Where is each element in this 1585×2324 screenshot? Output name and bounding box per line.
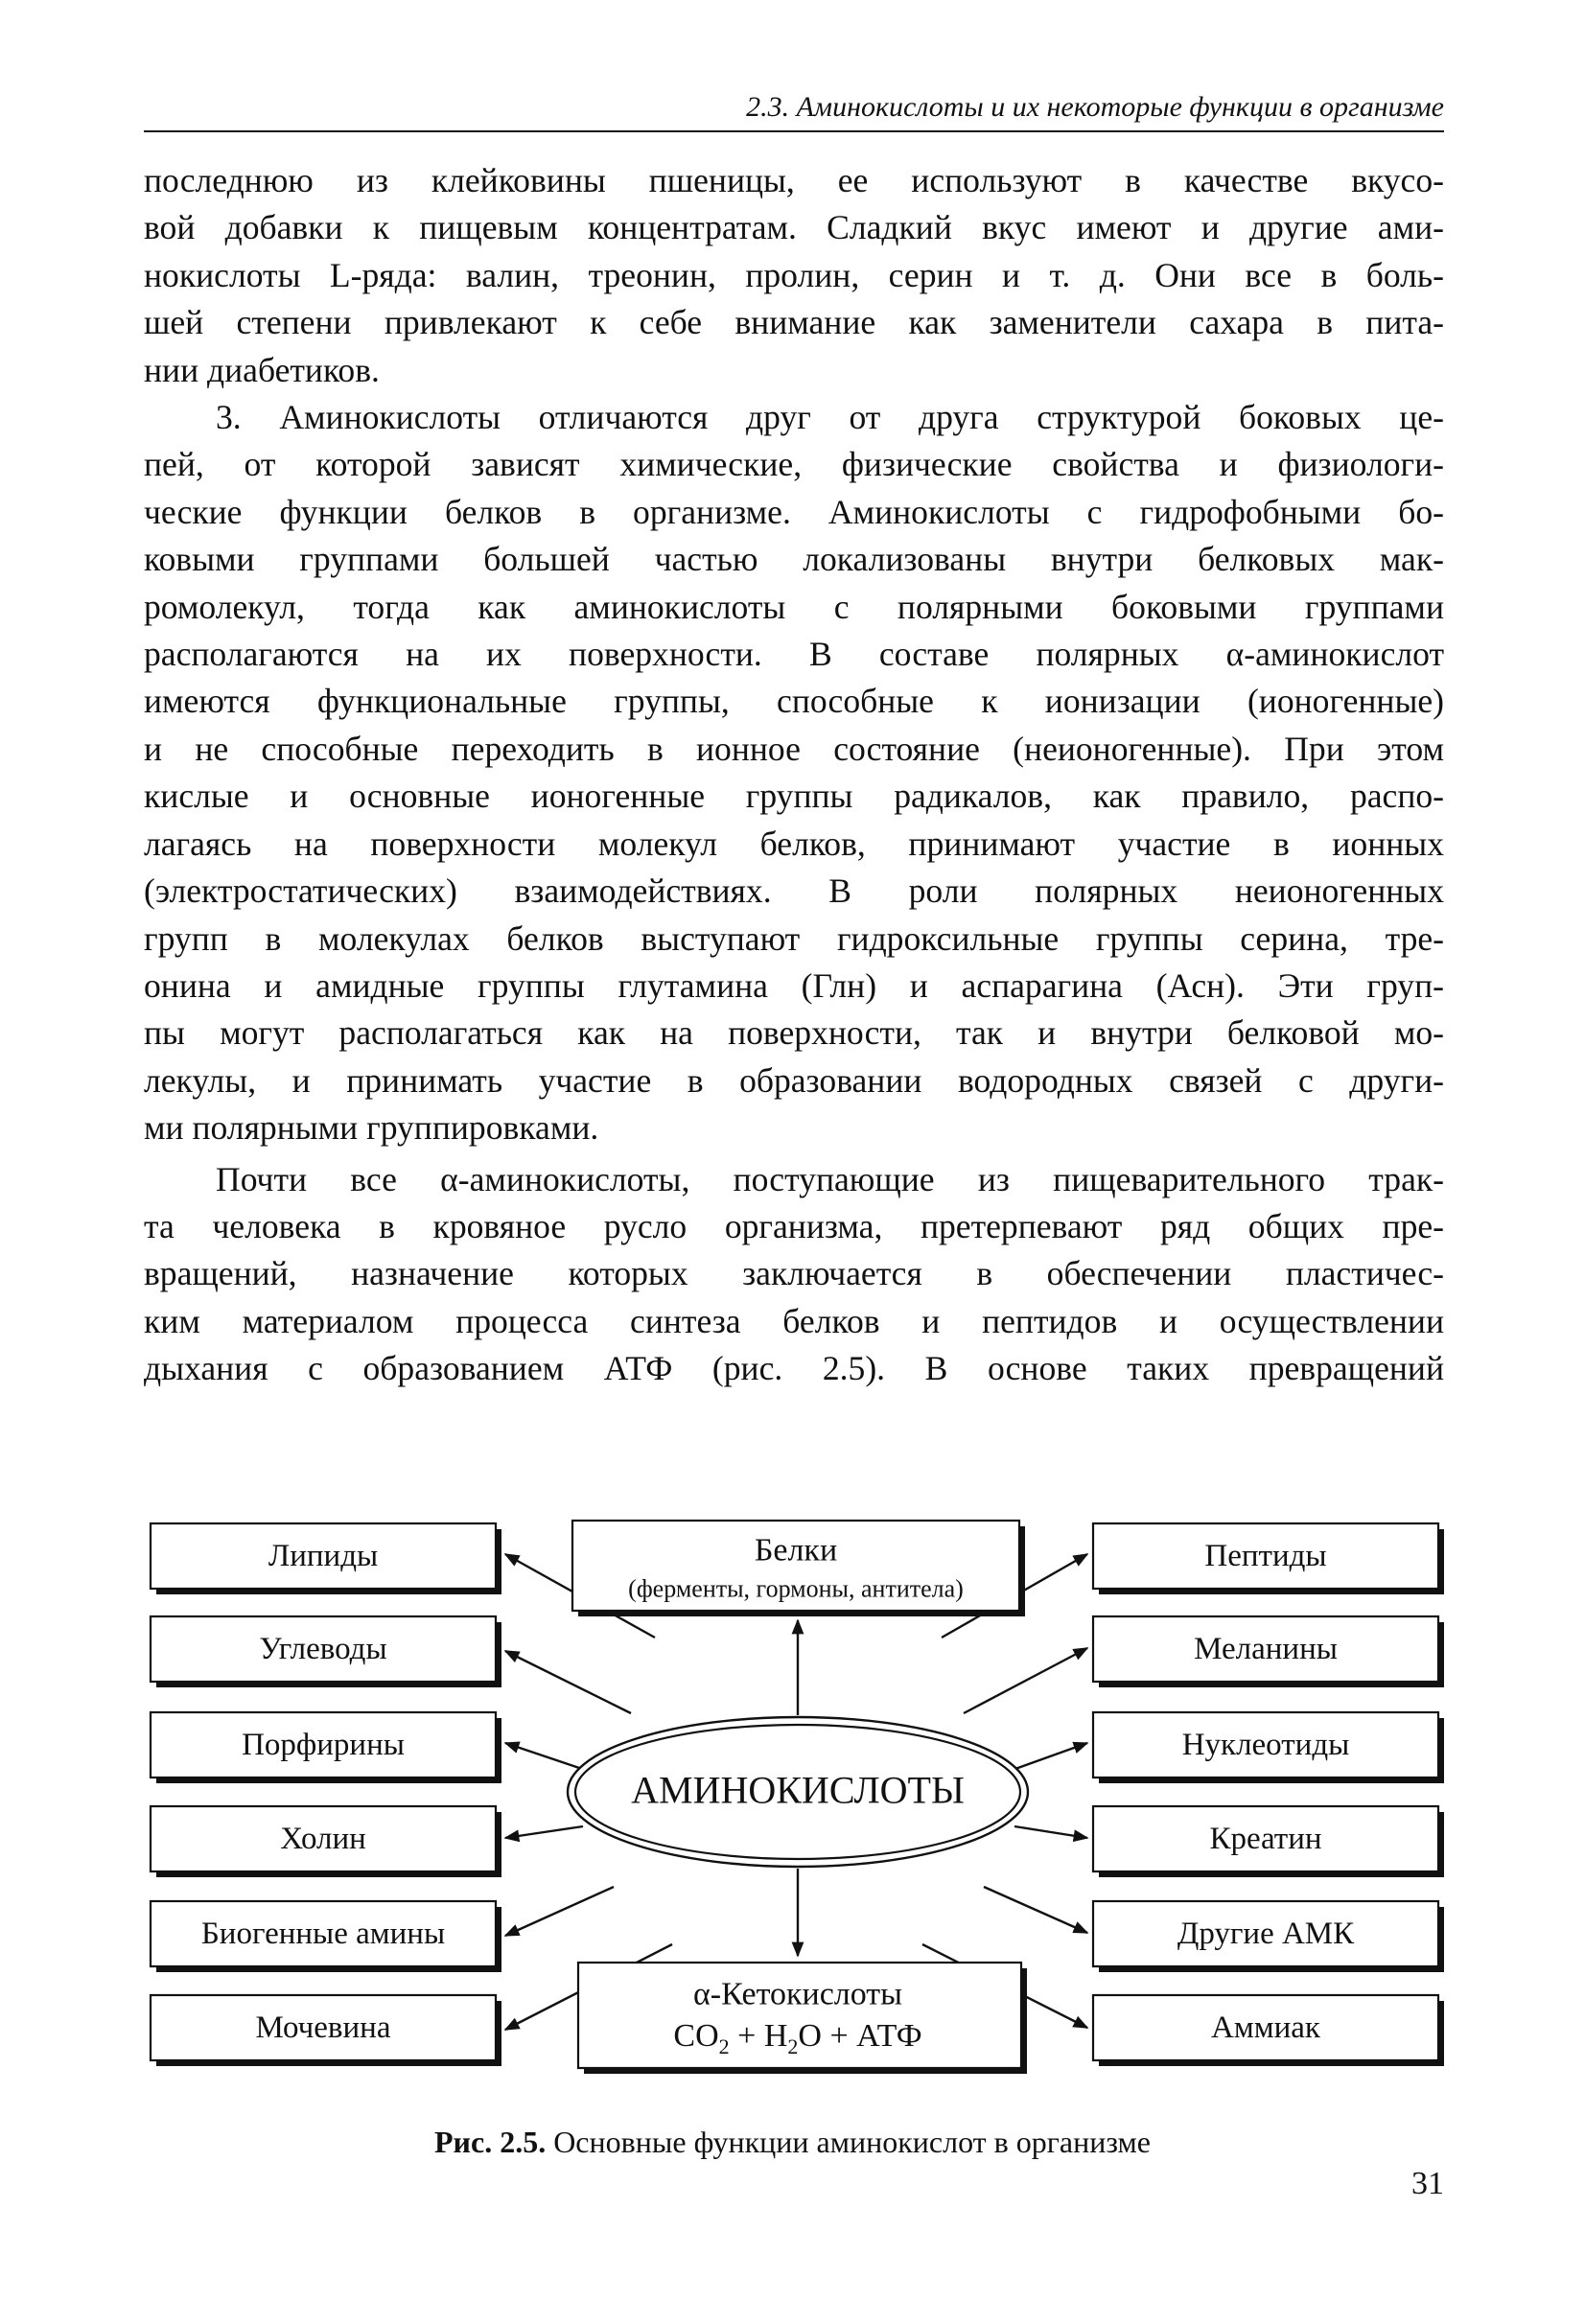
left-box-label: Биогенные амины xyxy=(200,1917,446,1951)
formula-part: 2 xyxy=(787,2034,799,2058)
text-line: групп в молекулах белков выступают гидроксильные группы серина, тре- xyxy=(144,918,1444,958)
bottom-box-line2 xyxy=(673,2018,921,2058)
formula-part: O + АТФ xyxy=(798,2018,922,2054)
text-line: ромолекул, тогда как аминокислоты с полярными боковыми группами xyxy=(144,587,1444,626)
arrow-left-2 xyxy=(505,1743,585,1770)
right-box-label: Нуклеотиды xyxy=(1181,1728,1350,1762)
right-box-3 xyxy=(1093,1806,1444,1877)
text-line: пей, от которой зависят химические, физические свойства и физиологи- xyxy=(144,445,1444,484)
center-node xyxy=(568,1717,1028,1867)
text-line: вой добавки к пищевым концентратам. Сладкий вкус имеют и другие ами- xyxy=(144,208,1444,247)
right-box-2 xyxy=(1093,1712,1444,1783)
formula-part: + H xyxy=(729,2018,788,2054)
center-label: АМИНОКИСЛОТЫ xyxy=(631,1768,965,1812)
text-line: вращений, назначение которых заключается в обеспечении пластичес- xyxy=(144,1254,1444,1293)
right-box-4 xyxy=(1093,1901,1444,1972)
arrow-right-2 xyxy=(1013,1743,1087,1770)
text-line: и не способные переходить в ионное состояние (неионогенные). При этом xyxy=(144,729,1444,768)
top-box-title: Белки xyxy=(754,1532,838,1569)
left-box-4 xyxy=(151,1901,501,1972)
right-box-5 xyxy=(1093,1995,1444,2066)
text-line: последнюю из клейковины пшеницы, ее используют в качестве вкусо- xyxy=(144,161,1444,199)
text-line: ковыми группами большей частью локализованы внутри белковых мак- xyxy=(144,540,1444,579)
left-box-label: Мочевина xyxy=(255,2010,391,2045)
text-line: ми полярными группировками. xyxy=(144,1108,599,1148)
caption-label: Рис. 2.5. xyxy=(434,2125,547,2159)
formula-part: 2 xyxy=(718,2034,730,2058)
formula-part: CO xyxy=(673,2018,719,2054)
bottom-box-line1: α-Кетокислоты xyxy=(692,1976,903,2012)
right-box-label: Другие АМК xyxy=(1177,1917,1355,1951)
text-line: онина и амидные группы глутамина (Глн) и аспарагина (Асн). Эти груп- xyxy=(144,965,1444,1005)
text-line: ческие функции белков в организме. Аминокислоты с гидрофобными бо- xyxy=(144,492,1444,531)
text-line: шей степени привлекают к себе внимание как заменители сахара в пита- xyxy=(144,303,1444,342)
text-line: располагаются на их поверхности. В составе полярных α-аминокислот xyxy=(144,635,1444,674)
text-line: имеются функциональные группы, способные к ионизации (ионогенные) xyxy=(144,682,1444,721)
arrow-right-4 xyxy=(984,1887,1087,1933)
text-line: Почти все α-аминокислоты, поступающие из пищеварительного трак- xyxy=(216,1159,1444,1198)
text-line: пы могут располагаться как на поверхности, так и внутри белковой мо- xyxy=(144,1013,1444,1053)
right-box-label: Креатин xyxy=(1209,1822,1322,1856)
text-line: лекулы, и принимать участие в образовании водородных связей с други- xyxy=(144,1060,1444,1100)
arrow-left-4 xyxy=(505,1887,614,1936)
text-line: нокислоты L-ряда: валин, треонин, пролин, серин и т. д. Они все в боль- xyxy=(144,255,1444,294)
arrow-left-3 xyxy=(505,1826,583,1838)
left-box-2 xyxy=(151,1712,501,1783)
left-box-1 xyxy=(151,1616,501,1687)
text-line: ким материалом процесса синтеза белков и пептидов и осуществлении xyxy=(144,1301,1444,1340)
left-box-0 xyxy=(151,1523,501,1594)
arrow-right-3 xyxy=(1014,1826,1087,1838)
text-line: та человека в кровяное русло организма, претерпевают ряд общих пре- xyxy=(144,1206,1444,1245)
text-line: дыхания с образованием АТФ (рис. 2.5). В основе таких превращений xyxy=(144,1349,1444,1388)
text-line: кислые и основные ионогенные группы радикалов, как правило, распо- xyxy=(144,777,1444,816)
right-box-label: Меланины xyxy=(1194,1632,1338,1666)
text-line: 3. Аминокислоты отличаются друг от друга структурой боковых це- xyxy=(216,398,1444,437)
right-box-label: Пептиды xyxy=(1204,1539,1327,1573)
left-box-label: Холин xyxy=(280,1822,366,1856)
boxes-layer xyxy=(151,1521,1444,2074)
arrow-right-1 xyxy=(964,1648,1087,1713)
bottom-box-ketoacids xyxy=(578,1963,1027,2074)
right-box-label: Аммиак xyxy=(1211,2010,1320,2045)
text-line: лагаясь на поверхности молекул белков, принимают участие в ионных xyxy=(144,824,1444,863)
caption-text: Основные функции аминокислот в организме xyxy=(553,2125,1151,2159)
running-header: 2.3. Аминокислоты и их некоторые функции в организме xyxy=(746,91,1444,123)
right-box-0 xyxy=(1093,1523,1444,1594)
arrow-left-1 xyxy=(505,1651,631,1713)
left-box-5 xyxy=(151,1995,501,2066)
left-box-label: Порфирины xyxy=(242,1728,405,1762)
page-number: 31 xyxy=(1411,2166,1444,2201)
top-box-subtitle: (ферменты, гормоны, антитела) xyxy=(628,1574,964,1603)
figure-caption xyxy=(0,2121,1585,2163)
left-box-label: Углеводы xyxy=(259,1632,387,1666)
left-box-3 xyxy=(151,1806,501,1877)
right-box-1 xyxy=(1093,1616,1444,1687)
top-box-proteins xyxy=(572,1521,1025,1616)
left-box-label: Липиды xyxy=(268,1539,379,1573)
text-line: нии диабетиков. xyxy=(144,350,380,389)
text-line: (электростатических) взаимодействиях. В роли полярных неионогенных xyxy=(144,872,1444,911)
